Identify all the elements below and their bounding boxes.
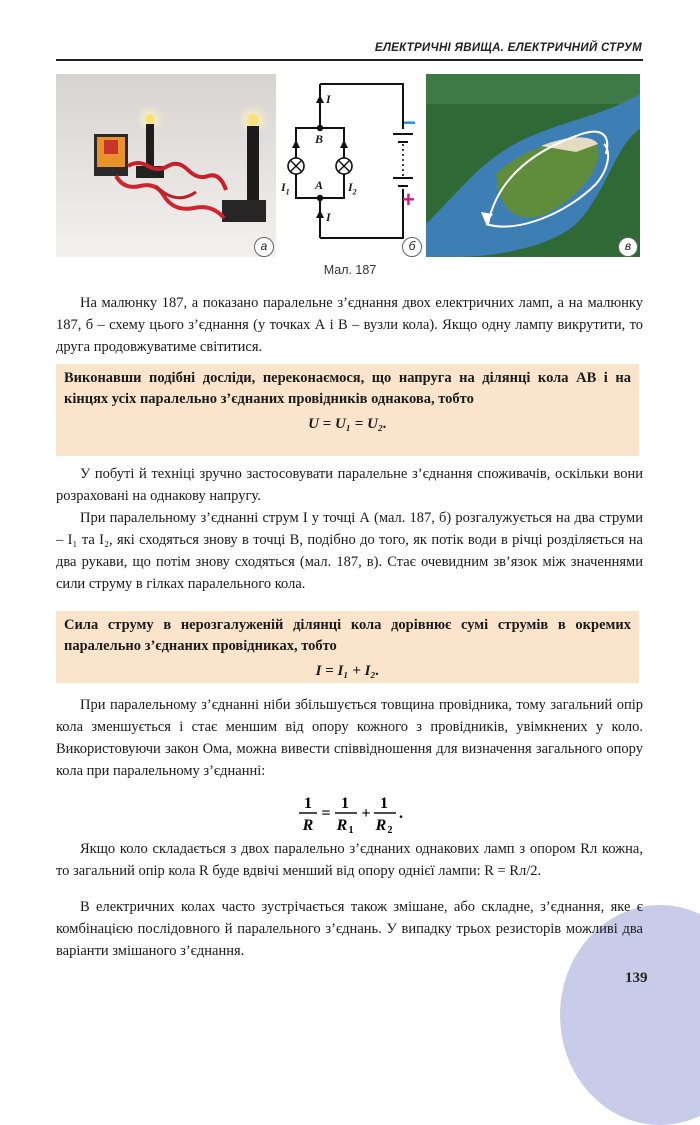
term1-numerator: 1 bbox=[341, 795, 349, 812]
panel-label-b: б bbox=[402, 237, 422, 257]
term1-subscript: 1 bbox=[348, 825, 354, 836]
figure-photo-river bbox=[426, 74, 640, 257]
formula-resistance bbox=[0, 790, 700, 836]
panel-label-c: в bbox=[618, 237, 638, 257]
formula-voltage: U = U₁ = U₂. bbox=[308, 416, 387, 432]
note-voltage-text: Виконавши подібні досліди, переконаємося, що напруга на ділянці кола AB і на кінцях усіх паралельно з’єднаних провідників однакова, тобто bbox=[64, 370, 631, 407]
formula-current: I = I₁ + I₂. bbox=[315, 663, 380, 679]
term2-numerator: 1 bbox=[380, 795, 388, 812]
paragraph-5: Якщо коло складається з двох паралельно з’єднаних однакових ламп з опором Rл кожна, то загальний опір кола R буде вдвічі менший від опору однієї лампи: R = Rл/2. bbox=[56, 841, 643, 879]
formula-period: . bbox=[399, 805, 403, 822]
label-node-b: B bbox=[315, 132, 324, 146]
note-box-voltage bbox=[56, 364, 639, 456]
figure-caption: Мал. 187 bbox=[323, 263, 377, 277]
label-current-bottom: I bbox=[326, 210, 331, 224]
note-box-current bbox=[56, 611, 639, 683]
page-number: 139 bbox=[625, 970, 648, 986]
lhs-numerator: 1 bbox=[304, 795, 312, 812]
battery-plus-sign: + bbox=[402, 187, 415, 212]
label-current-i2: $I_2$ bbox=[348, 180, 357, 197]
plus-sign: + bbox=[361, 805, 371, 822]
paragraph-4: При паралельному з’єднанні ніби збільшується товщина провідника, тому загальний опір кола зменшується і стає меншим від опору кожного з провідників, увімкнених у коло. Використовуючи закон Ома, можна вивести співвідношення для визначення загального опору кола при паралельному з’єднанні: bbox=[56, 697, 643, 779]
river-photo-illustration bbox=[426, 74, 640, 257]
header-rule bbox=[56, 59, 643, 61]
equals-sign: = bbox=[321, 805, 331, 822]
formula-resistance-svg bbox=[0, 790, 700, 836]
label-current-top: I bbox=[326, 92, 331, 106]
parallel-circuit-svg bbox=[278, 74, 424, 257]
paragraph-3: При паралельному з’єднанні струм I у точці А (мал. 187, б) розгалужується на два струми – I₁ та I₂, які сходяться знову в точці В, подібно до того, як потік води в річці розділяється на два рукави, що потім знову сходяться (мал. 187, в). Стає очевидним зв’язок між значеннями сили струму в гілках паралельного кола. bbox=[56, 510, 643, 592]
label-node-a: A bbox=[315, 178, 324, 192]
figure-circuit-diagram bbox=[278, 74, 424, 257]
term2-subscript: 2 bbox=[387, 825, 393, 836]
figure-photo-lamps bbox=[56, 74, 276, 257]
paragraph-2: У побуті й техніці зручно застосовувати паралельне з’єднання споживачів, оскільки вони розраховані на однакову напругу. bbox=[56, 466, 643, 504]
lamps-photo-illustration bbox=[56, 74, 276, 257]
note-current-text: Сила струму в нерозгалуженій ділянці кола дорівнює сумі струмів в окремих паралельно з’єднаних провідниках, тобто bbox=[64, 617, 631, 654]
label-current-i1: $I_1$ bbox=[281, 180, 290, 197]
battery-minus-sign: − bbox=[403, 110, 416, 135]
lhs-denominator: R bbox=[302, 817, 314, 834]
term1-denominator: R bbox=[336, 817, 348, 834]
paragraph-6: В електричних колах часто зустрічається також змішане, або складне, з’єднання, яке є комбінацією послідовного й паралельного з’єднань. У випадку трьох резисторів можливі два варіанти змішаного з’єднання. bbox=[56, 899, 643, 959]
term2-denominator: R bbox=[375, 817, 387, 834]
paragraph-1: На малюнку 187, а показано паралельне з’єднання двох електричних ламп, а на малюнку 187, б – схему цього з’єднання (у точках А і В – вузли кола). Якщо одну лампу викрутити, то друга продовжуватиме світитися. bbox=[56, 295, 643, 355]
running-header: ЕЛЕКТРИЧНІ ЯВИЩА. ЕЛЕКТРИЧНИЙ СТРУМ bbox=[374, 42, 642, 54]
panel-label-a: а bbox=[254, 237, 274, 257]
